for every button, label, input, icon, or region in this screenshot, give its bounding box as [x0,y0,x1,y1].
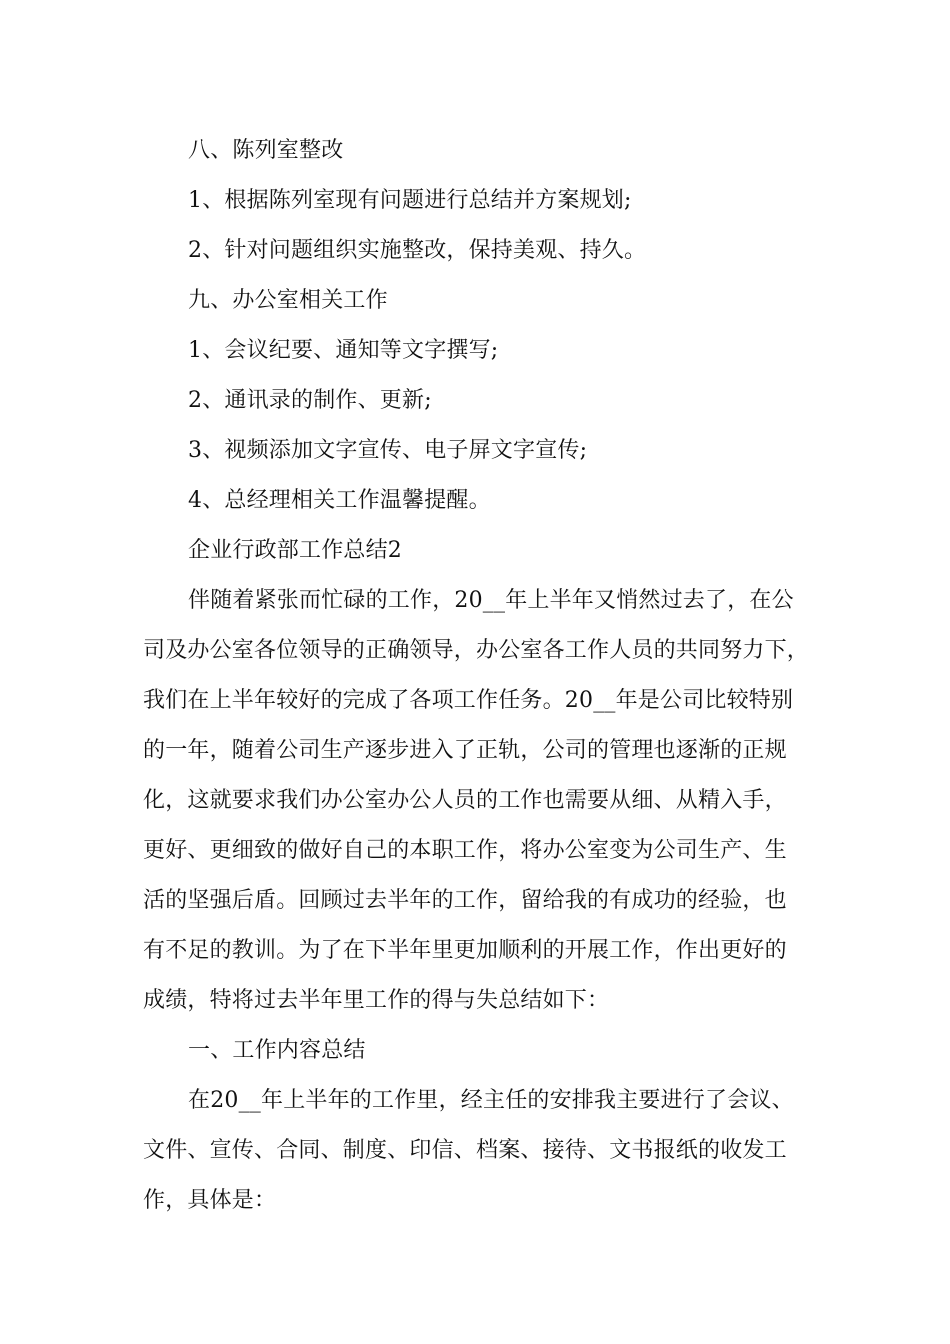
section-nine-item: 3、视频添加文字宣传、电子屏文字宣传; [188,438,588,463]
summary-title: 企业行政部工作总结2 [188,538,402,563]
section-nine-heading: 九、办公室相关工作 [188,288,388,313]
section-eight-item: 2、针对问题组织实施整改，保持美观、持久。 [188,238,647,263]
section-one-line: 文件、宣传、合同、制度、印信、档案、接待、文书报纸的收发工 [143,1138,787,1163]
section-one-line: 在20__年上半年的工作里，经主任的安排我主要进行了会议、 [188,1088,794,1113]
intro-line: 伴随着紧张而忙碌的工作，20__年上半年又悄然过去了，在公 [188,588,794,613]
intro-line: 我们在上半年较好的完成了各项工作任务。20__年是公司比较特别 [143,688,794,713]
intro-line: 的一年，随着公司生产逐步进入了正轨，公司的管理也逐渐的正规 [143,738,787,763]
section-one-line: 作，具体是： [143,1188,277,1213]
document-body [143,126,808,1226]
section-nine-item: 2、通讯录的制作、更新; [188,388,432,413]
section-nine-item: 4、总经理相关工作温馨提醒。 [188,488,491,513]
intro-line: 活的坚强后盾。回顾过去半年的工作，留给我的有成功的经验，也 [143,888,787,913]
section-one-heading: 一、工作内容总结 [188,1038,366,1063]
section-eight-item: 1、根据陈列室现有问题进行总结并方案规划; [188,188,632,213]
section-eight-heading: 八、陈列室整改 [188,138,344,163]
section-nine-item: 1、会议纪要、通知等文字撰写; [188,338,499,363]
intro-line: 更好、更细致的做好自己的本职工作，将办公室变为公司生产、生 [143,838,787,863]
intro-line: 化，这就要求我们办公室办公人员的工作也需要从细、从精入手， [143,788,787,813]
intro-line: 有不足的教训。为了在下半年里更加顺利的开展工作，作出更好的 [143,938,787,963]
intro-line: 司及办公室各位领导的正确领导，办公室各工作人员的共同努力下， [143,638,810,663]
intro-line: 成绩，特将过去半年里工作的得与失总结如下： [143,988,610,1013]
